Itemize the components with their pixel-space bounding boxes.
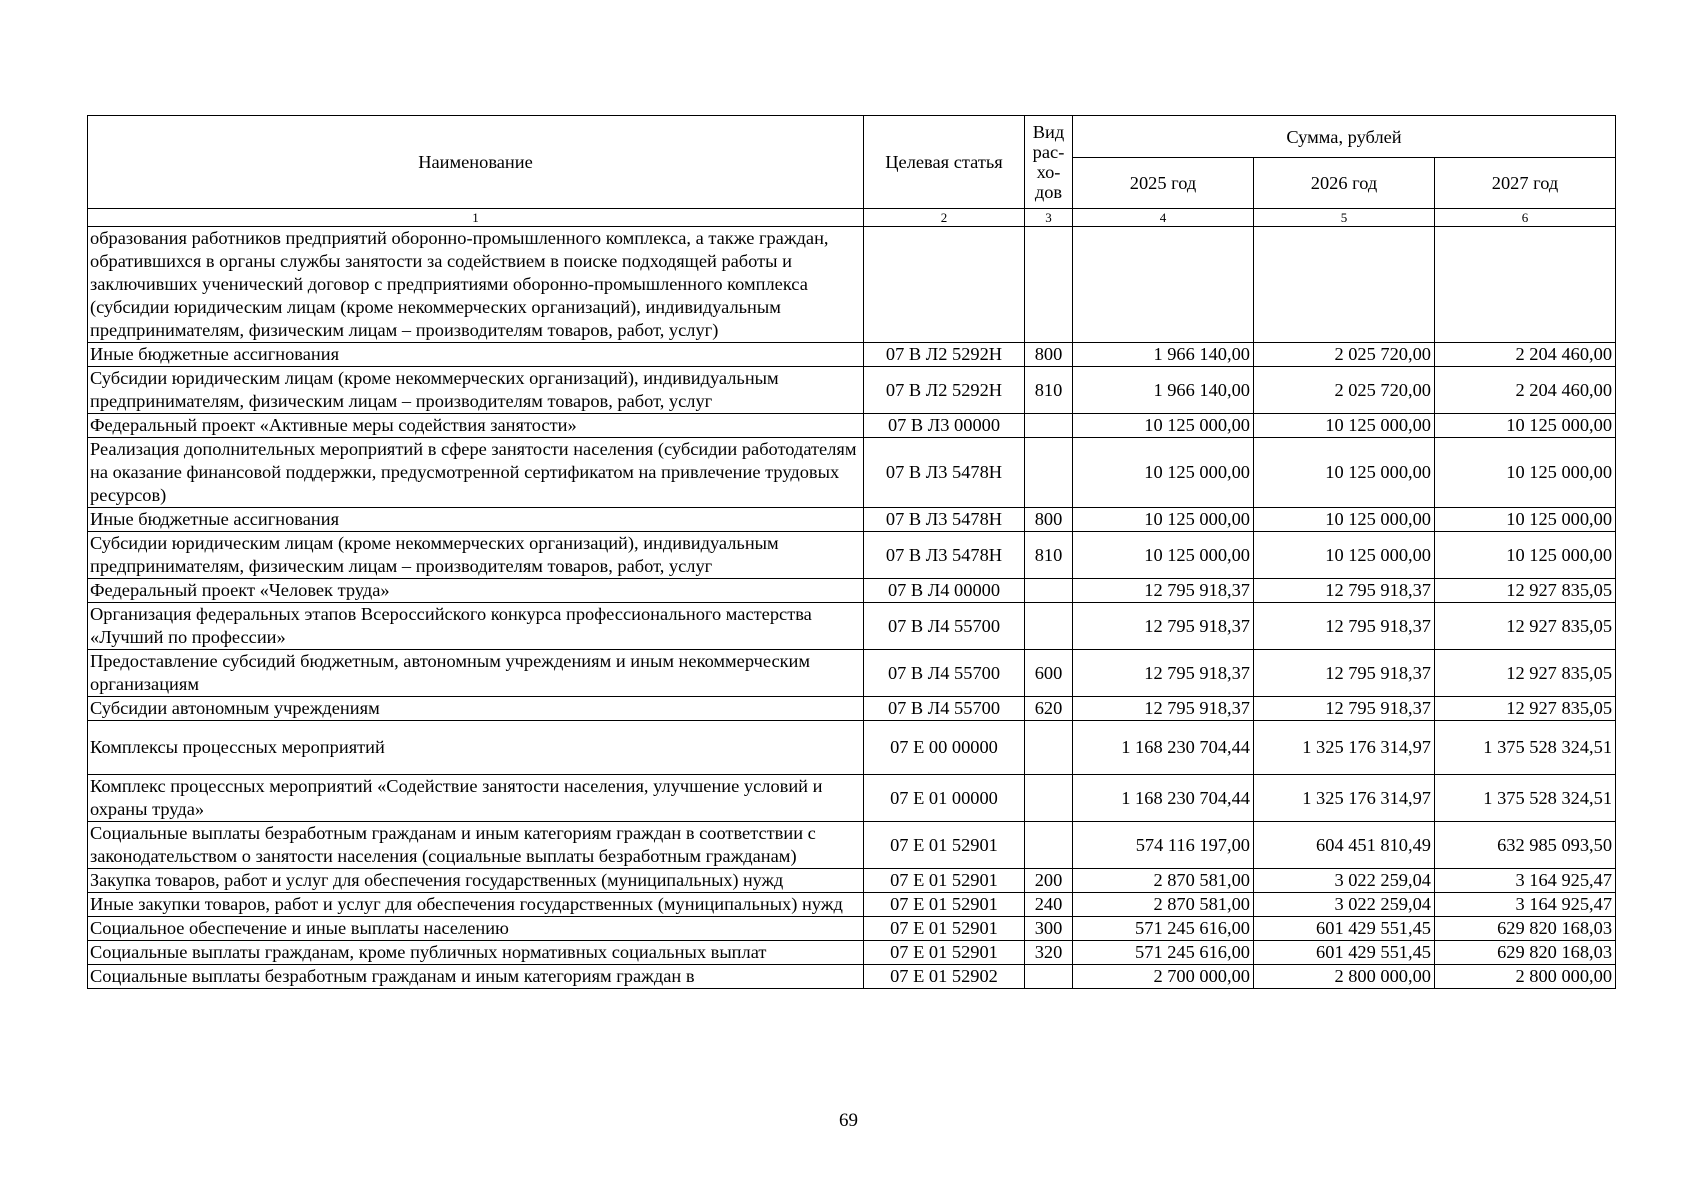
row-2025: 2 870 581,00 [1073, 893, 1254, 917]
table-row [88, 893, 1616, 917]
row-type: 240 [1025, 893, 1073, 917]
row-2026: 2 025 720,00 [1254, 367, 1435, 414]
column-number: 4 [1073, 209, 1254, 227]
row-type: 810 [1025, 367, 1073, 414]
row-2027 [1435, 227, 1616, 343]
row-type [1025, 438, 1073, 508]
row-2027: 12 927 835,05 [1435, 697, 1616, 721]
header-name: Наименование [88, 116, 864, 209]
row-type: 200 [1025, 869, 1073, 893]
table-row [88, 343, 1616, 367]
row-2027: 12 927 835,05 [1435, 579, 1616, 603]
row-2027: 2 800 000,00 [1435, 965, 1616, 989]
row-type [1025, 414, 1073, 438]
column-number: 2 [864, 209, 1025, 227]
row-2026: 10 125 000,00 [1254, 508, 1435, 532]
row-type: 810 [1025, 532, 1073, 579]
row-2027: 12 927 835,05 [1435, 603, 1616, 650]
table-row [88, 941, 1616, 965]
row-2027: 10 125 000,00 [1435, 438, 1616, 508]
row-2027: 632 985 093,50 [1435, 822, 1616, 869]
row-2026: 1 325 176 314,97 [1254, 721, 1435, 775]
row-2027: 1 375 528 324,51 [1435, 721, 1616, 775]
row-2026: 2 025 720,00 [1254, 343, 1435, 367]
row-2025: 12 795 918,37 [1073, 579, 1254, 603]
row-code: 07 В Л4 55700 [864, 603, 1025, 650]
row-code: 07 В Л4 00000 [864, 579, 1025, 603]
row-2026: 12 795 918,37 [1254, 697, 1435, 721]
row-code: 07 В Л3 5478Н [864, 532, 1025, 579]
row-code: 07 В Л4 55700 [864, 697, 1025, 721]
row-2027: 10 125 000,00 [1435, 532, 1616, 579]
row-name: Комплексы процессных мероприятий [88, 721, 864, 775]
row-name: Организация федеральных этапов Всероссийского конкурса профессионального мастерства «Лучший по профессии» [88, 603, 864, 650]
row-2025: 12 795 918,37 [1073, 650, 1254, 697]
header-year-2025: 2025 год [1073, 158, 1254, 209]
table-row [88, 532, 1616, 579]
row-2025: 12 795 918,37 [1073, 603, 1254, 650]
table-row [88, 965, 1616, 989]
row-2026: 10 125 000,00 [1254, 414, 1435, 438]
table-row [88, 650, 1616, 697]
row-code: 07 Е 01 52901 [864, 869, 1025, 893]
table-row [88, 603, 1616, 650]
row-name: Комплекс процессных мероприятий «Содействие занятости населения, улучшение условий и охраны труда» [88, 775, 864, 822]
table-row-bold [88, 721, 1616, 775]
column-number: 3 [1025, 209, 1073, 227]
column-number: 6 [1435, 209, 1616, 227]
row-code: 07 В Л2 5292Н [864, 343, 1025, 367]
row-name: образования работников предприятий оборонно-промышленного комплекса, а также граждан, обратившихся в органы службы занятости за содействием в поиске подходящей работы и заключивших ученический договор с предприятиями оборонно-промышленного комплекса (субсидии юридическим лицам (кроме некоммерческих организаций), индивидуальным предпринимателям, физическим лицам – производителям товаров, работ, услуг) [88, 227, 864, 343]
table-row [88, 508, 1616, 532]
row-type: 320 [1025, 941, 1073, 965]
table-row [88, 414, 1616, 438]
row-2025: 1 168 230 704,44 [1073, 775, 1254, 822]
row-2025: 2 700 000,00 [1073, 965, 1254, 989]
row-2025: 571 245 616,00 [1073, 917, 1254, 941]
row-2025: 571 245 616,00 [1073, 941, 1254, 965]
row-name: Субсидии юридическим лицам (кроме некоммерческих организаций), индивидуальным предпринимателям, физическим лицам – производителям товаров, работ, услуг [88, 532, 864, 579]
row-2026: 601 429 551,45 [1254, 917, 1435, 941]
row-name: Социальные выплаты гражданам, кроме публичных нормативных социальных выплат [88, 941, 864, 965]
row-2026: 12 795 918,37 [1254, 650, 1435, 697]
row-type: 300 [1025, 917, 1073, 941]
row-code: 07 В Л2 5292Н [864, 367, 1025, 414]
row-type: 800 [1025, 508, 1073, 532]
row-2027: 12 927 835,05 [1435, 650, 1616, 697]
row-2026: 2 800 000,00 [1254, 965, 1435, 989]
row-code: 07 Е 01 52901 [864, 893, 1025, 917]
row-2027: 629 820 168,03 [1435, 941, 1616, 965]
row-2027: 3 164 925,47 [1435, 893, 1616, 917]
row-name: Реализация дополнительных мероприятий в сфере занятости населения (субсидии работодателям на оказание финансовой поддержки, предусмотренной сертификатом на привлечение трудовых ресурсов) [88, 438, 864, 508]
row-type [1025, 822, 1073, 869]
row-code: 07 В Л3 5478Н [864, 438, 1025, 508]
row-code: 07 Е 01 52901 [864, 941, 1025, 965]
budget-table [87, 115, 1616, 989]
row-name: Социальные выплаты безработным гражданам и иным категориям граждан в соответствии с законодательством о занятости населения (социальные выплаты безработным гражданам) [88, 822, 864, 869]
header-expense-type: Вид рас-хо-дов [1025, 116, 1073, 209]
row-name: Субсидии автономным учреждениям [88, 697, 864, 721]
row-code: 07 Е 01 52902 [864, 965, 1025, 989]
row-name: Иные бюджетные ассигнования [88, 343, 864, 367]
row-name: Социальные выплаты безработным гражданам и иным категориям граждан в [88, 965, 864, 989]
row-type: 600 [1025, 650, 1073, 697]
table-row [88, 227, 1616, 343]
row-2026: 10 125 000,00 [1254, 532, 1435, 579]
row-name: Субсидии юридическим лицам (кроме некоммерческих организаций), индивидуальным предпринимателям, физическим лицам – производителям товаров, работ, услуг [88, 367, 864, 414]
row-2027: 3 164 925,47 [1435, 869, 1616, 893]
row-2025: 2 870 581,00 [1073, 869, 1254, 893]
row-2025: 10 125 000,00 [1073, 438, 1254, 508]
row-2026: 3 022 259,04 [1254, 869, 1435, 893]
row-code: 07 В Л3 5478Н [864, 508, 1025, 532]
row-2025: 10 125 000,00 [1073, 508, 1254, 532]
table-row [88, 917, 1616, 941]
column-number: 5 [1254, 209, 1435, 227]
column-number-row [88, 209, 1616, 227]
row-2026: 12 795 918,37 [1254, 579, 1435, 603]
page-number: 69 [839, 1110, 858, 1131]
row-name: Иные бюджетные ассигнования [88, 508, 864, 532]
column-number: 1 [88, 209, 864, 227]
row-2025: 10 125 000,00 [1073, 532, 1254, 579]
row-2025: 12 795 918,37 [1073, 697, 1254, 721]
row-2025 [1073, 227, 1254, 343]
row-name: Закупка товаров, работ и услуг для обеспечения государственных (муниципальных) нужд [88, 869, 864, 893]
row-2026: 601 429 551,45 [1254, 941, 1435, 965]
row-type [1025, 603, 1073, 650]
row-type [1025, 965, 1073, 989]
table-row [88, 822, 1616, 869]
row-code: 07 В Л4 55700 [864, 650, 1025, 697]
table-row [88, 869, 1616, 893]
row-2025: 1 168 230 704,44 [1073, 721, 1254, 775]
row-name: Иные закупки товаров, работ и услуг для обеспечения государственных (муниципальных) нужд [88, 893, 864, 917]
row-2025: 574 116 197,00 [1073, 822, 1254, 869]
row-2025: 1 966 140,00 [1073, 367, 1254, 414]
row-code: 07 Е 01 00000 [864, 775, 1025, 822]
row-name: Предоставление субсидий бюджетным, автономным учреждениям и иным некоммерческим организациям [88, 650, 864, 697]
row-code: 07 Е 01 52901 [864, 822, 1025, 869]
row-type [1025, 579, 1073, 603]
row-name: Социальное обеспечение и иные выплаты населению [88, 917, 864, 941]
row-code [864, 227, 1025, 343]
row-2026 [1254, 227, 1435, 343]
row-2027: 629 820 168,03 [1435, 917, 1616, 941]
row-2027: 2 204 460,00 [1435, 367, 1616, 414]
table-row [88, 367, 1616, 414]
row-type: 800 [1025, 343, 1073, 367]
table-row [88, 579, 1616, 603]
row-type [1025, 721, 1073, 775]
row-2025: 10 125 000,00 [1073, 414, 1254, 438]
row-2027: 2 204 460,00 [1435, 343, 1616, 367]
table-row [88, 697, 1616, 721]
row-2026: 12 795 918,37 [1254, 603, 1435, 650]
row-2026: 604 451 810,49 [1254, 822, 1435, 869]
header-sum: Сумма, рублей [1073, 116, 1616, 158]
header-target-article: Целевая статья [864, 116, 1025, 209]
row-2025: 1 966 140,00 [1073, 343, 1254, 367]
row-type: 620 [1025, 697, 1073, 721]
row-2026: 1 325 176 314,97 [1254, 775, 1435, 822]
row-name: Федеральный проект «Активные меры содействия занятости» [88, 414, 864, 438]
row-2027: 1 375 528 324,51 [1435, 775, 1616, 822]
row-type [1025, 775, 1073, 822]
table-row [88, 438, 1616, 508]
header-year-2027: 2027 год [1435, 158, 1616, 209]
row-2027: 10 125 000,00 [1435, 414, 1616, 438]
row-name: Федеральный проект «Человек труда» [88, 579, 864, 603]
row-2027: 10 125 000,00 [1435, 508, 1616, 532]
row-2026: 10 125 000,00 [1254, 438, 1435, 508]
row-code: 07 Е 00 00000 [864, 721, 1025, 775]
row-code: 07 В Л3 00000 [864, 414, 1025, 438]
table-row [88, 775, 1616, 822]
row-2026: 3 022 259,04 [1254, 893, 1435, 917]
row-code: 07 Е 01 52901 [864, 917, 1025, 941]
header-year-2026: 2026 год [1254, 158, 1435, 209]
row-type [1025, 227, 1073, 343]
